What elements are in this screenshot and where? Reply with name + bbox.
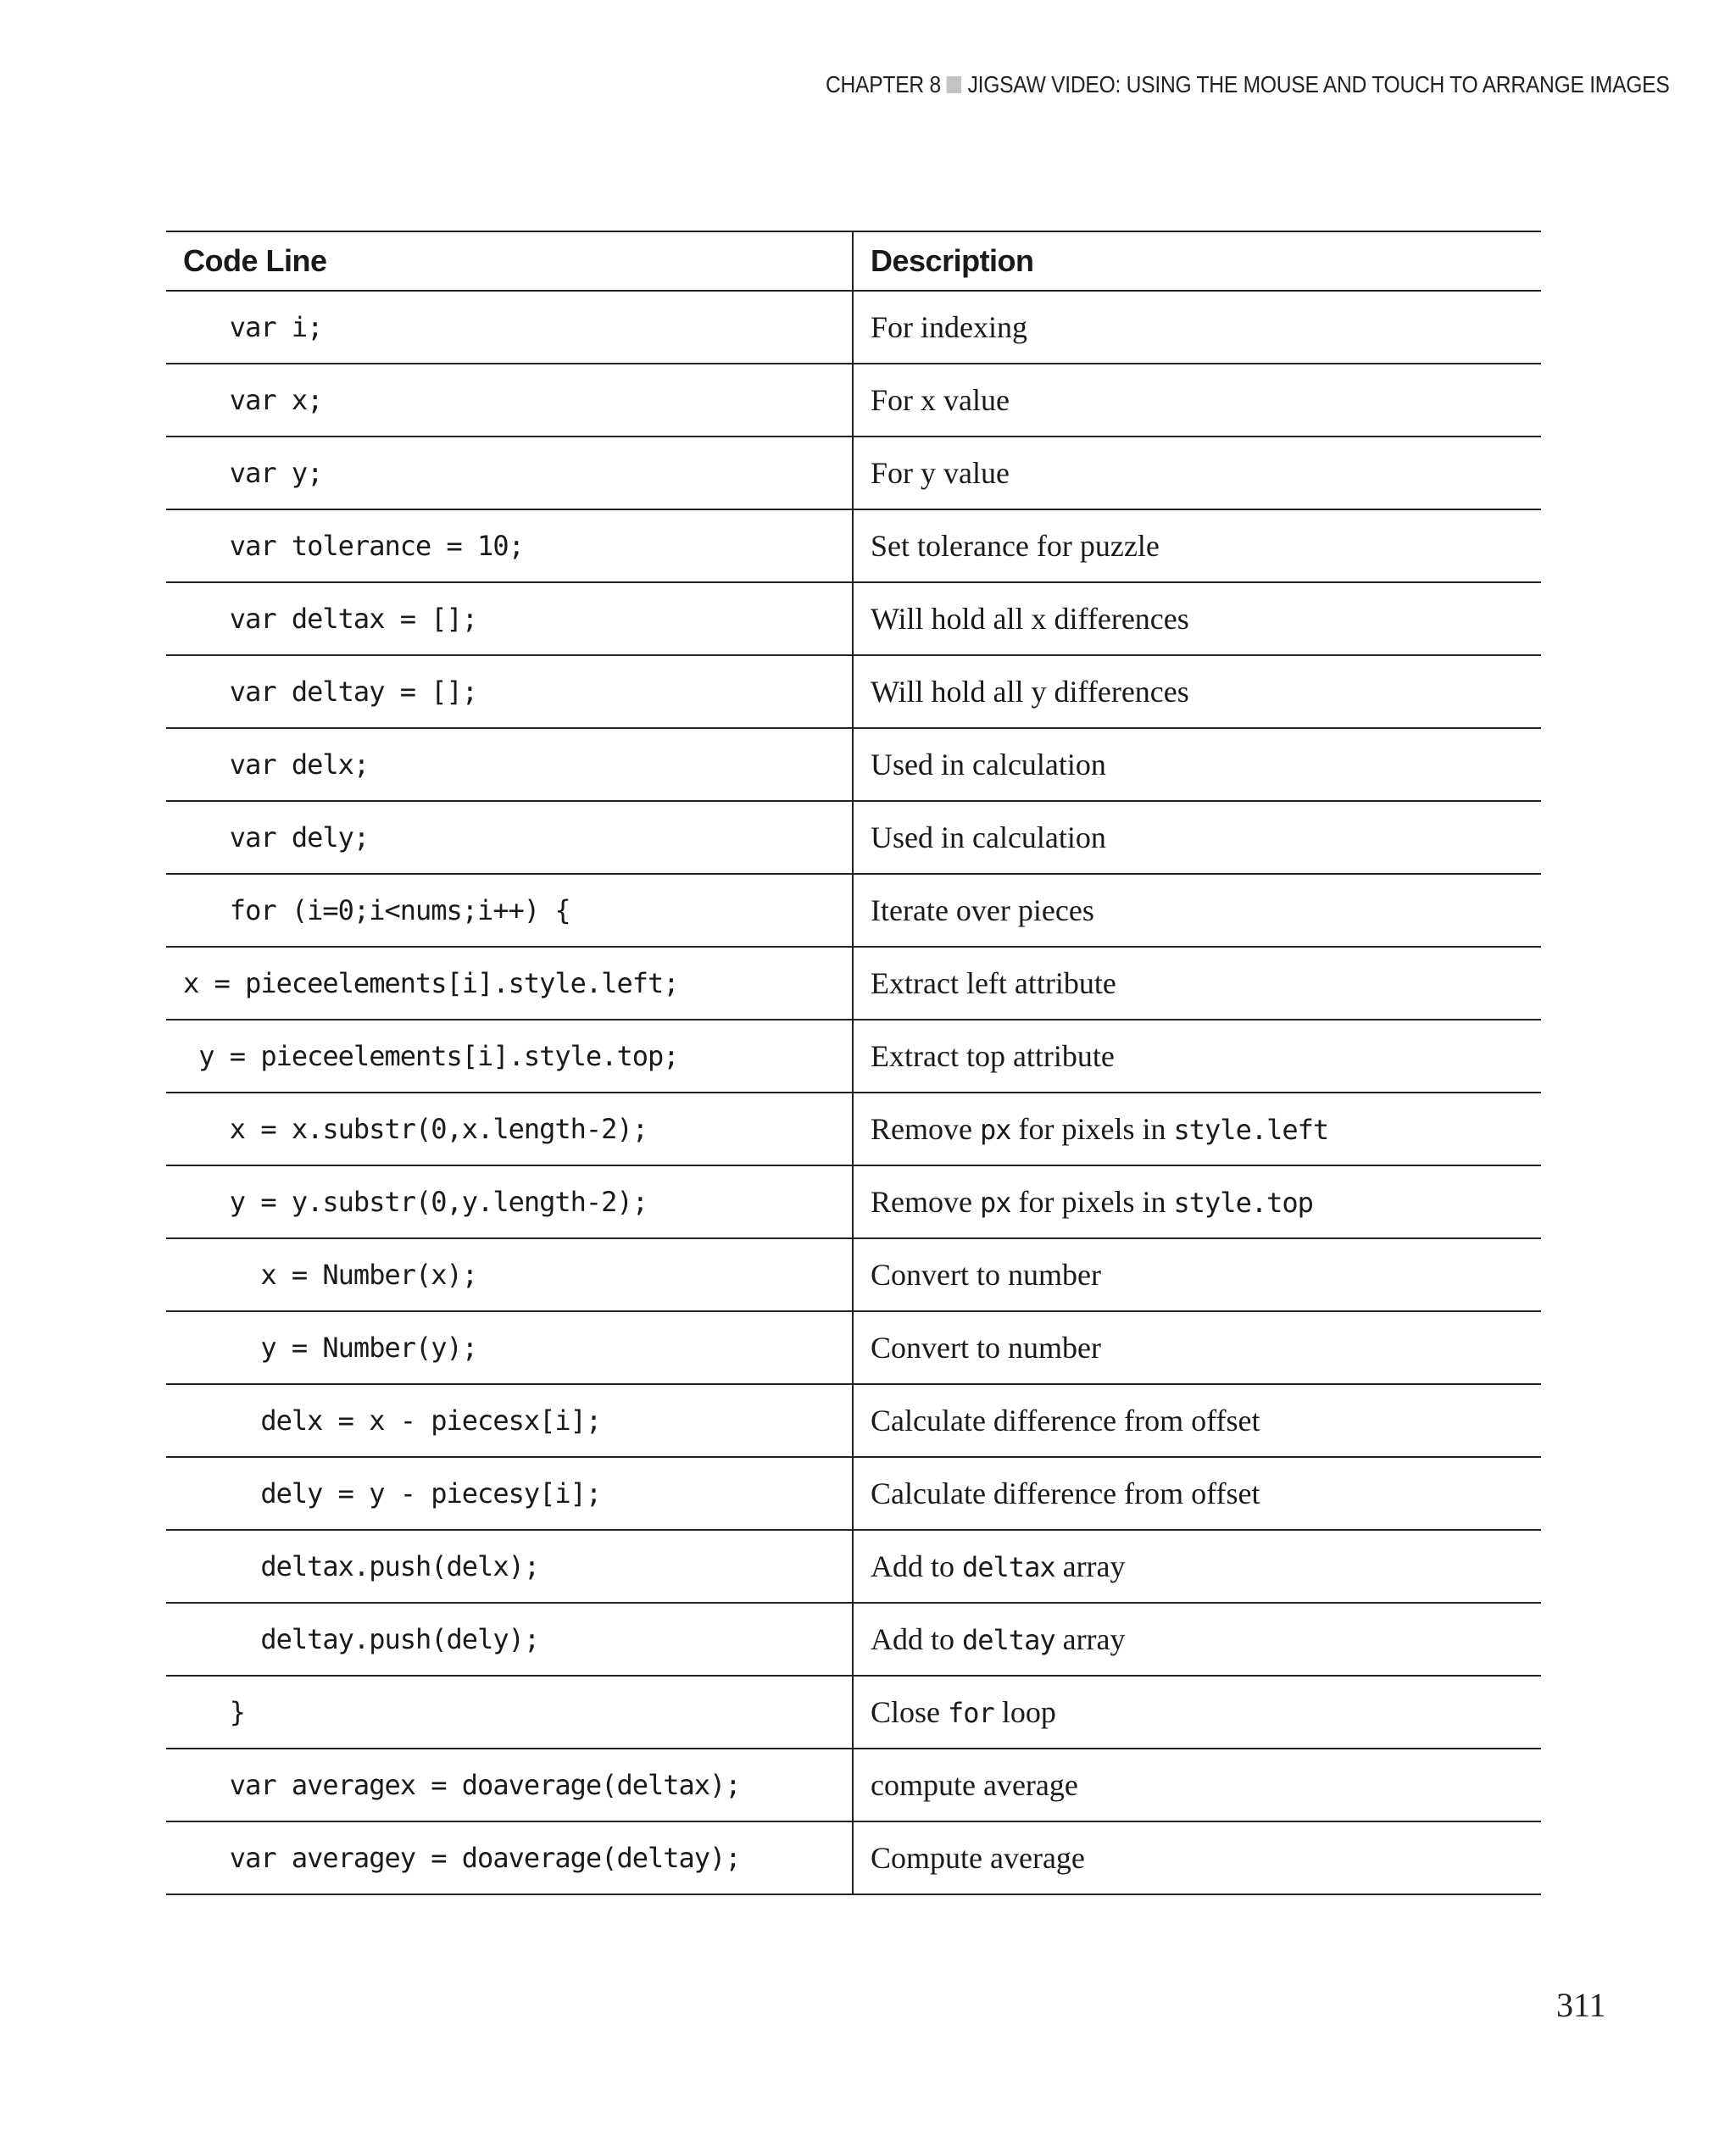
- table-header-row: [166, 231, 1541, 291]
- description-cell: [853, 1749, 1541, 1821]
- table-row: [166, 1020, 1541, 1093]
- chapter-title: JIGSAW VIDEO: USING THE MOUSE AND TOUCH TO ARRANGE IMAGES: [967, 71, 1670, 97]
- code-line-cell: y = pieceelements[i].style.top;: [166, 1020, 853, 1093]
- description-cell: [853, 1457, 1541, 1530]
- code-line-cell: dely = y - piecesy[i];: [166, 1457, 853, 1530]
- table-row: [166, 291, 1541, 364]
- chapter-label: CHAPTER 8: [826, 71, 941, 97]
- description-cell: [853, 1821, 1541, 1894]
- description-cell: [853, 874, 1541, 947]
- table-row: [166, 1384, 1541, 1457]
- description-cell: [853, 1020, 1541, 1093]
- table-row: [166, 655, 1541, 728]
- description-text: for pixels in: [1010, 1185, 1174, 1219]
- description-text: Iterate over pieces: [871, 893, 1094, 927]
- description-text: Will hold all x differences: [871, 602, 1189, 636]
- description-text: compute average: [871, 1768, 1078, 1802]
- inline-code: px: [979, 1114, 1011, 1146]
- description-text: Will hold all y differences: [871, 675, 1189, 709]
- description-text: For y value: [871, 456, 1010, 490]
- inline-code: style.top: [1173, 1187, 1313, 1219]
- description-text: For x value: [871, 383, 1010, 417]
- description-cell: [853, 364, 1541, 437]
- description-text: Set tolerance for puzzle: [871, 529, 1160, 563]
- code-line-cell: var i;: [166, 291, 853, 364]
- table-row: [166, 1457, 1541, 1530]
- running-header: [826, 71, 1669, 98]
- table-row: [166, 1749, 1541, 1821]
- description-text: Extract left attribute: [871, 966, 1116, 1000]
- description-cell: [853, 1165, 1541, 1238]
- description-text: Used in calculation: [871, 748, 1106, 781]
- description-cell: [853, 1676, 1541, 1749]
- code-line-cell: y = y.substr(0,y.length-2);: [166, 1165, 853, 1238]
- description-cell: [853, 1603, 1541, 1676]
- code-line-cell: var x;: [166, 364, 853, 437]
- code-line-cell: delx = x - piecesx[i];: [166, 1384, 853, 1457]
- code-line-cell: var y;: [166, 437, 853, 509]
- inline-code: px: [979, 1187, 1011, 1219]
- description-text: Add to: [871, 1622, 962, 1656]
- description-cell: [853, 291, 1541, 364]
- description-text: Used in calculation: [871, 820, 1106, 854]
- table-row: [166, 1311, 1541, 1384]
- code-line-cell: var delx;: [166, 728, 853, 801]
- description-text: For indexing: [871, 310, 1027, 344]
- table-row: [166, 1821, 1541, 1894]
- table-row: [166, 947, 1541, 1020]
- separator-square-icon: [947, 76, 962, 93]
- table-row: [166, 1238, 1541, 1311]
- code-line-cell: x = pieceelements[i].style.left;: [166, 947, 853, 1020]
- inline-code: style.left: [1173, 1114, 1329, 1146]
- code-line-cell: for (i=0;i<nums;i++) {: [166, 874, 853, 947]
- table-body: [166, 291, 1541, 1894]
- description-text: Add to: [871, 1549, 962, 1583]
- table-row: [166, 1530, 1541, 1603]
- description-cell: [853, 437, 1541, 509]
- code-line-cell: y = Number(y);: [166, 1311, 853, 1384]
- description-cell: [853, 1384, 1541, 1457]
- description-text: Close: [871, 1695, 949, 1729]
- table-row: [166, 801, 1541, 874]
- description-text: for pixels in: [1010, 1112, 1174, 1146]
- table-row: [166, 437, 1541, 509]
- table-row: [166, 582, 1541, 655]
- inline-code: deltax: [962, 1551, 1055, 1583]
- description-text: Calculate difference from offset: [871, 1404, 1260, 1438]
- code-line-cell: var averagex = doaverage(deltax);: [166, 1749, 853, 1821]
- code-line-cell: }: [166, 1676, 853, 1749]
- code-line-cell: var averagey = doaverage(deltay);: [166, 1821, 853, 1894]
- description-cell: [853, 801, 1541, 874]
- table-row: [166, 1676, 1541, 1749]
- table-row: [166, 364, 1541, 437]
- code-line-cell: var tolerance = 10;: [166, 509, 853, 582]
- code-line-cell: var dely;: [166, 801, 853, 874]
- description-text: loop: [993, 1695, 1056, 1729]
- description-cell: [853, 509, 1541, 582]
- description-text: array: [1054, 1549, 1126, 1583]
- code-line-cell: x = x.substr(0,x.length-2);: [166, 1093, 853, 1165]
- description-text: array: [1054, 1622, 1126, 1656]
- inline-code: deltay: [962, 1624, 1055, 1656]
- table-row: [166, 728, 1541, 801]
- description-cell: [853, 1311, 1541, 1384]
- code-line-cell: var deltax = [];: [166, 582, 853, 655]
- code-line-cell: var deltay = [];: [166, 655, 853, 728]
- description-text: Convert to number: [871, 1258, 1101, 1292]
- description-cell: [853, 1530, 1541, 1603]
- description-text: Calculate difference from offset: [871, 1476, 1260, 1510]
- column-header-description: Description: [853, 231, 1541, 291]
- description-cell: [853, 947, 1541, 1020]
- table-row: [166, 1603, 1541, 1676]
- table-row: [166, 1093, 1541, 1165]
- code-line-cell: x = Number(x);: [166, 1238, 853, 1311]
- code-line-cell: deltax.push(delx);: [166, 1530, 853, 1603]
- description-cell: [853, 728, 1541, 801]
- description-cell: [853, 582, 1541, 655]
- code-line-cell: deltay.push(dely);: [166, 1603, 853, 1676]
- description-text: Extract top attribute: [871, 1039, 1115, 1073]
- table-row: [166, 1165, 1541, 1238]
- code-description-table: [166, 231, 1541, 1895]
- description-cell: [853, 1238, 1541, 1311]
- description-cell: [853, 1093, 1541, 1165]
- inline-code: for: [948, 1697, 994, 1729]
- description-cell: [853, 655, 1541, 728]
- table-row: [166, 509, 1541, 582]
- description-text: Convert to number: [871, 1331, 1101, 1365]
- description-text: Remove: [871, 1112, 980, 1146]
- description-text: Compute average: [871, 1841, 1085, 1875]
- page-number: 311: [1556, 1986, 1606, 2024]
- column-header-code-line: Code Line: [166, 231, 853, 291]
- table-row: [166, 874, 1541, 947]
- description-text: Remove: [871, 1185, 980, 1219]
